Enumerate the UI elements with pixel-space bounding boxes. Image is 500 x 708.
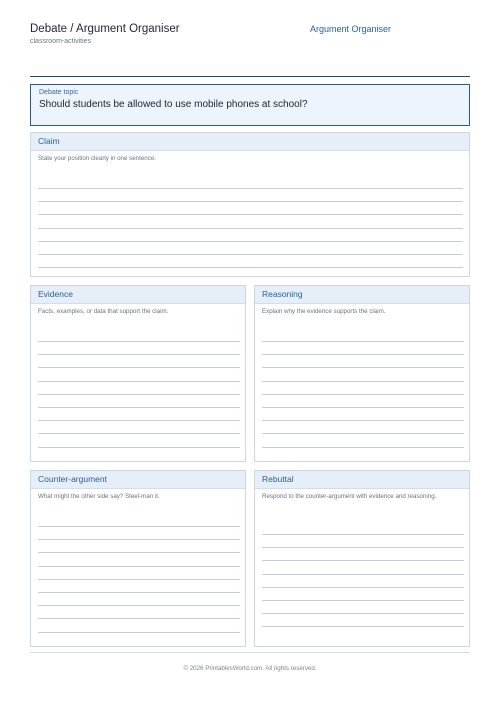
- writing-line: [262, 420, 464, 421]
- writing-line: [262, 626, 464, 627]
- reasoning-prompt: Explain why the evidence supports the claim.: [262, 308, 386, 315]
- footer-text: © 2026 PrintablesWorld.com. All rights reserved.: [183, 665, 317, 672]
- writing-line: [38, 241, 463, 242]
- debate-topic-box: [30, 84, 470, 126]
- rebuttal-header: [255, 471, 469, 489]
- writing-line: [262, 407, 464, 408]
- claim-title: Claim: [38, 136, 60, 146]
- writing-line: [38, 394, 240, 395]
- writing-line: [38, 354, 240, 355]
- evidence-prompt: Facts, examples, or data that support the claim.: [38, 308, 169, 315]
- writing-line: [262, 447, 464, 448]
- writing-line: [262, 341, 464, 342]
- header-right-label: Argument Organiser: [310, 24, 392, 34]
- writing-line: [38, 228, 463, 229]
- writing-line: [38, 407, 240, 408]
- reasoning-section: [254, 285, 470, 462]
- writing-line: [38, 618, 240, 619]
- writing-line: [262, 433, 464, 434]
- rebuttal-prompt: Respond to the counter-argument with evidence and reasoning.: [262, 493, 437, 500]
- writing-line: [262, 587, 464, 588]
- writing-line: [38, 188, 463, 189]
- writing-line: [38, 552, 240, 553]
- reasoning-header: [255, 286, 469, 304]
- writing-line: [262, 354, 464, 355]
- writing-line: [262, 600, 464, 601]
- writing-line: [38, 367, 240, 368]
- writing-line: [38, 254, 463, 255]
- writing-line: [38, 592, 240, 593]
- writing-line: [38, 539, 240, 540]
- debate-topic-label: Debate topic: [39, 89, 79, 96]
- counter-argument-title: Counter-argument: [38, 474, 107, 484]
- writing-line: [38, 526, 240, 527]
- writing-line: [262, 394, 464, 395]
- writing-line: [38, 267, 463, 268]
- writing-line: [38, 341, 240, 342]
- counter-argument-header: [31, 471, 245, 489]
- writing-line: [262, 613, 464, 614]
- writing-line: [38, 632, 240, 633]
- claim-section: [30, 132, 470, 277]
- writing-line: [262, 547, 464, 548]
- writing-line: [262, 367, 464, 368]
- debate-topic-question: Should students be allowed to use mobile phones at school?: [39, 99, 308, 110]
- writing-line: [38, 433, 240, 434]
- writing-line: [262, 574, 464, 575]
- writing-line: [38, 201, 463, 202]
- page-subtitle: classroom-activities: [30, 38, 92, 45]
- rebuttal-section: [254, 470, 470, 647]
- counter-argument-prompt: What might the other side say? Steel-man it.: [38, 493, 160, 500]
- writing-line: [38, 447, 240, 448]
- writing-line: [38, 381, 240, 382]
- writing-line: [262, 560, 464, 561]
- writing-line: [262, 381, 464, 382]
- writing-line: [262, 534, 464, 535]
- reasoning-title: Reasoning: [262, 289, 303, 299]
- header-rule: [30, 76, 470, 77]
- counter-argument-section: [30, 470, 246, 647]
- rebuttal-title: Rebuttal: [262, 474, 294, 484]
- writing-line: [38, 605, 240, 606]
- page-title: Debate / Argument Organiser: [30, 23, 180, 35]
- claim-prompt: State your position clearly in one sentence.: [38, 155, 156, 162]
- evidence-header: [31, 286, 245, 304]
- writing-line: [38, 214, 463, 215]
- footer-rule: [30, 652, 470, 653]
- evidence-title: Evidence: [38, 289, 73, 299]
- writing-line: [38, 420, 240, 421]
- writing-line: [38, 566, 240, 567]
- evidence-section: [30, 285, 246, 462]
- claim-header: [31, 133, 469, 151]
- writing-line: [38, 579, 240, 580]
